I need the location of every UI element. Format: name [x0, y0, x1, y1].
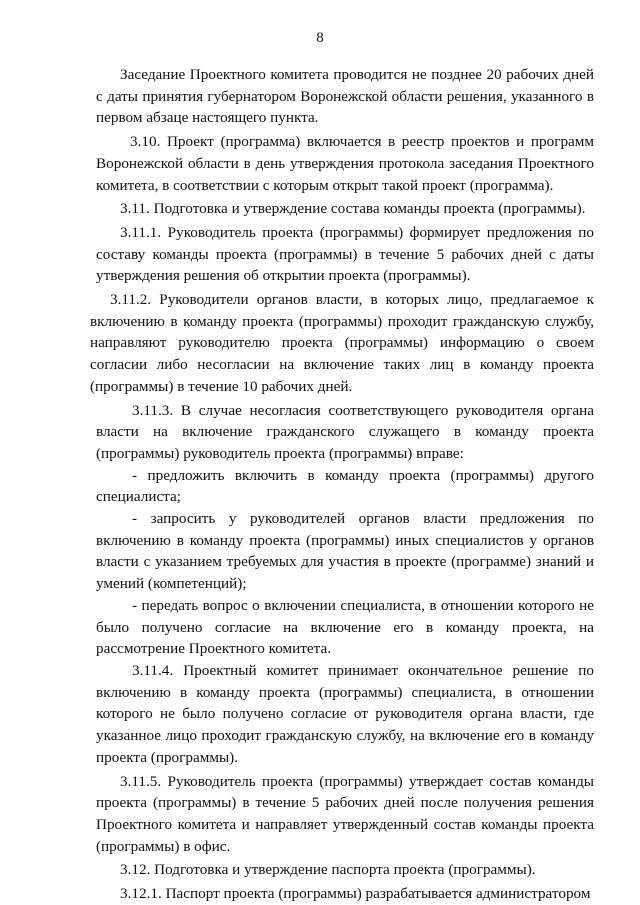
- paragraph-3-11-2: 3.11.2. Руководители органов власти, в которых лицо, предлагаемое к включению в команду проекта (программы) проходит гражданскую службу, направляют руководителю проекта (программы) информацию о своем согласии либо несогласии на включение таких лиц в команду проекта (программы) в течение 10 рабочих дней.: [90, 291, 594, 395]
- paragraph-3-12-1: 3.12.1. Паспорт проекта (программы) разрабатывается администратором: [120, 885, 591, 903]
- paragraph-3-11-3: 3.11.3. В случае несогласия соответствующего руководителя органа власти на включение гражданского служащего в команду проекта (программы) руководитель проекта (программы) вправе:: [96, 401, 594, 462]
- paragraph-3-11: 3.11. Подготовка и утверждение состава команды проекта (программы).: [120, 200, 586, 218]
- list-item-refer-to-committee: - передать вопрос о включении специалиста, в отношении которого не было получено согласие на включение его в команду проекта, на рассмотрение Проектного комитета.: [96, 596, 594, 658]
- list-item-propose-specialist: - предложить включить в команду проекта (программы) другого специалиста;: [96, 466, 594, 506]
- paragraph-3-11-1: 3.11.1. Руководитель проекта (программы) формирует предложения по составу команды проекта (программы) в течение 5 рабочих дней с даты утверждения решения об открытии проекта (программы).: [96, 223, 594, 285]
- paragraph-3-11-5: 3.11.5. Руководитель проекта (программы) утверждает состав команды проекта (программы) в течение 5 рабочих дней после получения решения Проектного комитета и направляет утвержденный состав команды проекта (программы) в офис.: [96, 772, 594, 855]
- paragraph-3-11-4: 3.11.4. Проектный комитет принимает окончательное решение по включению в команду проекта (программы) специалиста, в отношении которого не было получено согласие от руководителя органа власти, где указанное лицо проходит гражданскую службу, на включение его в команду проекта (программы).: [96, 661, 594, 766]
- page-number: 8: [316, 30, 324, 46]
- paragraph-committee-meeting: Заседание Проектного комитета проводится не позднее 20 рабочих дней с даты принятия губернатором Воронежской области решения, указанного в первом абзаце настоящего пункта.: [96, 66, 594, 127]
- paragraph-3-10: 3.10. Проект (программа) включается в реестр проектов и программ Воронежской области в день утверждения протокола заседания Проектного комитета, в соответствии с которым открыт такой проект (программа).: [96, 133, 594, 194]
- document-body: [90, 64, 594, 905]
- paragraph-3-12: 3.12. Подготовка и утверждение паспорта проекта (программы).: [120, 861, 536, 879]
- list-item-request-proposals: - запросить у руководителей органов власти предложения по включению в команду проекта (программы) иных специалистов у органов власти с указанием требуемых для участия в проекте (программе) знаний и умений (компетенций);: [96, 510, 594, 593]
